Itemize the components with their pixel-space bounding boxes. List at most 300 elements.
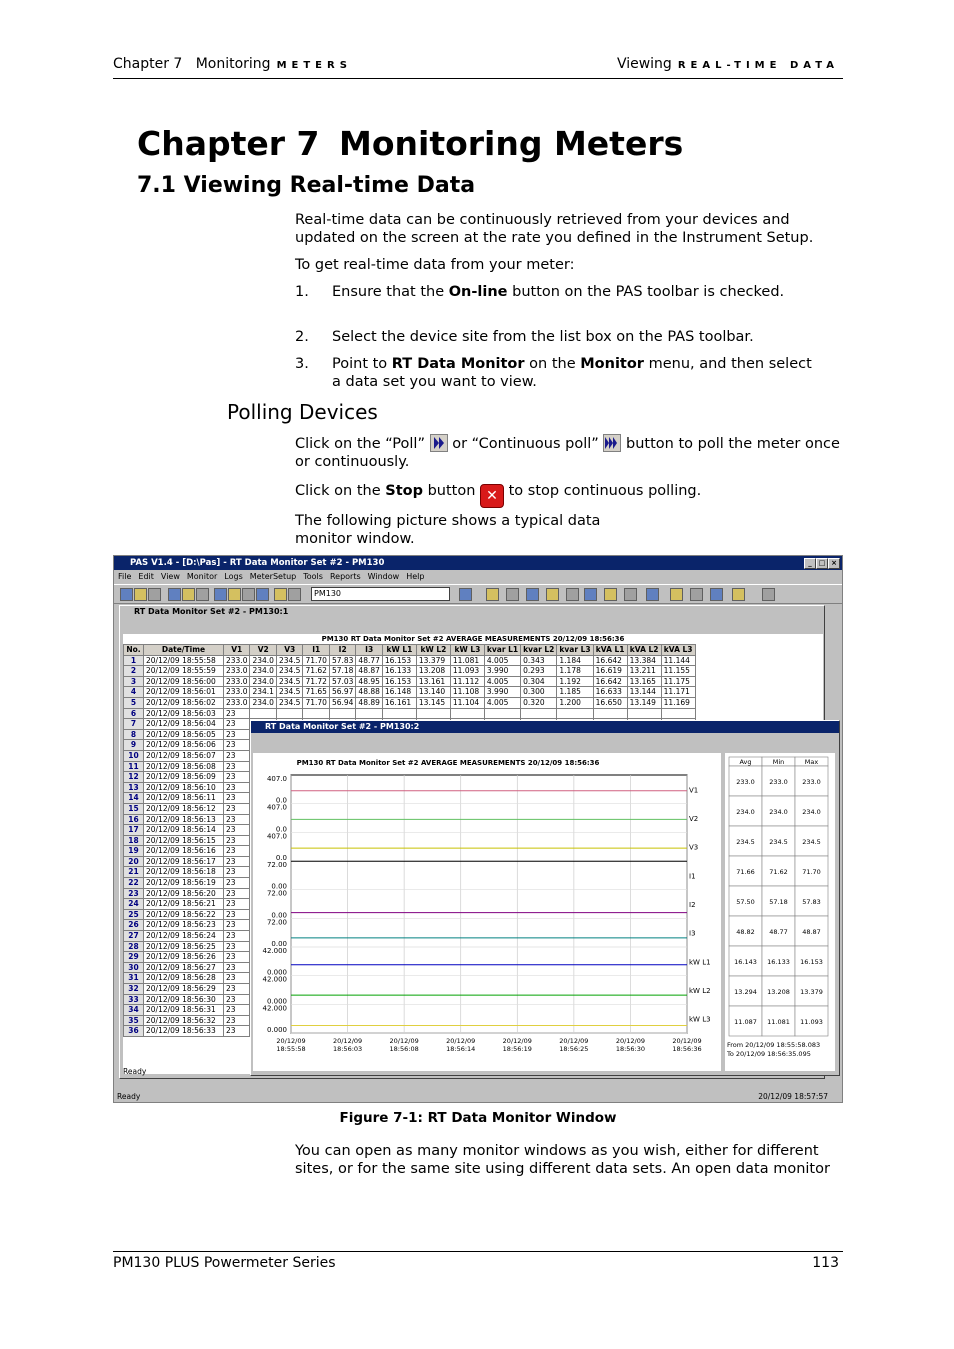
table-cell: 36 [124, 1026, 144, 1037]
band-top-label: 407.0 [266, 832, 287, 841]
table-cell: 20/12/09 18:56:03 [144, 708, 224, 719]
series-label: V2 [689, 815, 699, 823]
table-cell: 11 [124, 761, 144, 772]
table-cell: 19 [124, 846, 144, 857]
stop-paragraph: Click on the Stop button ✕ to stop continuous polling. [295, 482, 845, 508]
table-cell: 71.72 [303, 676, 329, 687]
table-title: PM130 RT Data Monitor Set #2 AVERAGE MEASUREMENTS 20/12/09 18:56:36 [123, 634, 823, 644]
table-cell: 3 [124, 676, 144, 687]
toolbar-icon[interactable] [732, 588, 745, 601]
table-cell: 11.155 [661, 666, 695, 677]
table-cell: 48.89 [356, 697, 382, 708]
menu-file[interactable]: File [118, 572, 132, 581]
table-cell: 2 [124, 666, 144, 677]
table-cell: 11.112 [450, 676, 484, 687]
band-top-label: 42.000 [262, 1004, 287, 1013]
column-header[interactable]: V1 [224, 645, 250, 656]
table-cell: 48.77 [356, 655, 382, 666]
band-top-label: 42.000 [262, 947, 287, 955]
column-header[interactable]: kVA L3 [661, 645, 695, 656]
band-bottom-label: 0.00 [271, 882, 287, 891]
stats-value: 13.208 [767, 988, 790, 996]
table-cell: 13 [124, 782, 144, 793]
table-cell: 35 [124, 1015, 144, 1026]
table-cell: 16.153 [382, 676, 416, 687]
range-from: From 20/12/09 18:55:58.083 [727, 1041, 821, 1049]
column-header[interactable]: kW L1 [382, 645, 416, 656]
toolbar-icon[interactable] [228, 588, 241, 601]
stats-value: 234.0 [802, 808, 821, 816]
table-cell: 20/12/09 18:56:30 [144, 994, 224, 1005]
toolbar-icon[interactable] [196, 588, 209, 601]
column-header[interactable]: I2 [329, 645, 355, 656]
band-bottom-label: 0.0 [275, 854, 287, 862]
table-cell: 233.0 [224, 687, 250, 698]
app-status-bar: Ready 20/12/09 18:57:57 [117, 1092, 828, 1101]
table-cell: 23 [224, 994, 250, 1005]
header-left: Chapter 7 Monitoring METERS [113, 56, 352, 72]
poll-icon [430, 434, 448, 452]
table-cell: 16.642 [593, 655, 627, 666]
table-cell: 1.200 [557, 697, 593, 708]
table-cell: 20/12/09 18:56:08 [144, 761, 224, 772]
table-cell: 57.03 [329, 676, 355, 687]
page-footer: PM130 PLUS Powermeter Series 113 [113, 1251, 843, 1271]
table-cell: 4.005 [484, 676, 520, 687]
table-cell: 16.650 [593, 697, 627, 708]
table-cell: 20/12/09 18:56:27 [144, 962, 224, 973]
poll-paragraph: Click on the “Poll” or “Continuous poll” button to poll the meter once or continuously. [295, 436, 840, 470]
stats-value: 11.093 [800, 1018, 823, 1026]
table-cell: 16.161 [382, 697, 416, 708]
table-cell: 13.208 [416, 666, 450, 677]
column-header[interactable]: kvar L1 [484, 645, 520, 656]
table-cell: 16.148 [382, 687, 416, 698]
table-cell: 10 [124, 750, 144, 761]
table-row[interactable] [124, 666, 696, 677]
table-cell: 15 [124, 803, 144, 814]
table-cell: 23 [224, 1005, 250, 1016]
menu-help[interactable]: Help [406, 572, 425, 581]
table-row[interactable] [124, 697, 696, 708]
table-cell: 23 [224, 835, 250, 846]
menu-window[interactable]: Window [367, 572, 400, 581]
table-cell: 13.161 [416, 676, 450, 687]
table-cell: 23 [224, 962, 250, 973]
after-paragraph: You can open as many monitor windows as you wish, either for different sites, or for the same site using different data sets. An open data monitor [295, 1143, 830, 1177]
table-row[interactable] [124, 687, 696, 698]
table-cell: 23 [224, 920, 250, 931]
stats-value: 13.379 [800, 988, 823, 996]
table-cell: 20/12/09 18:56:10 [144, 782, 224, 793]
table-cell: 11.175 [661, 676, 695, 687]
menu-metersetup[interactable]: MeterSetup [249, 572, 297, 581]
band-bottom-label: 0.0 [275, 796, 287, 805]
column-header[interactable]: No. [124, 645, 144, 656]
toolbar-icon[interactable] [148, 588, 161, 601]
table-cell: 23 [124, 888, 144, 899]
band-bottom-label: 0.00 [271, 940, 287, 948]
menu-view[interactable]: View [160, 572, 180, 581]
toolbar-icon[interactable] [120, 588, 133, 601]
table-cell: 16.642 [593, 676, 627, 687]
table-cell: 20/12/09 18:56:11 [144, 793, 224, 804]
column-header[interactable]: V2 [250, 645, 276, 656]
table-cell: 16.133 [382, 666, 416, 677]
series-label: V1 [689, 786, 699, 795]
table-cell: 3.990 [484, 687, 520, 698]
toolbar-icon[interactable] [566, 588, 579, 601]
stats-value: 16.153 [800, 958, 823, 966]
figure-caption: Figure 7-1: RT Data Monitor Window [339, 1110, 617, 1126]
table-cell: 20/12/09 18:56:16 [144, 846, 224, 857]
table-cell: 11.104 [450, 697, 484, 708]
band-bottom-label: 0.00 [271, 911, 287, 920]
series-label: I2 [689, 901, 696, 909]
toolbar-icon[interactable] [214, 588, 227, 601]
table-cell: 23 [224, 899, 250, 910]
table-cell: 234.5 [276, 687, 302, 698]
table-cell: 20/12/09 18:56:09 [144, 772, 224, 783]
table-cell: 28 [124, 941, 144, 952]
toolbar-icon[interactable] [670, 588, 683, 601]
table-cell: 13.140 [416, 687, 450, 698]
table-cell: 23 [224, 931, 250, 942]
table-cell: 27 [124, 931, 144, 942]
toolbar-icon[interactable] [604, 588, 617, 601]
stats-value: 16.133 [767, 958, 790, 966]
table-cell: 32 [124, 984, 144, 995]
table-cell: 11.171 [661, 687, 695, 698]
table-cell: 56.94 [329, 697, 355, 708]
x-tick-label: 18:55:58 [276, 1045, 306, 1053]
close-button[interactable]: × [828, 558, 840, 569]
column-header[interactable]: Date/Time [144, 645, 224, 656]
table-cell: 20/12/09 18:56:05 [144, 729, 224, 740]
table-cell: 25 [124, 909, 144, 920]
table-cell: 48.88 [356, 687, 382, 698]
polling-title: Polling Devices [227, 400, 378, 424]
table-cell: 23 [224, 941, 250, 952]
maximize-button[interactable]: □ [816, 558, 828, 569]
table-cell: 4 [124, 687, 144, 698]
table-cell: 233.0 [224, 697, 250, 708]
table-cell: 13.384 [627, 655, 661, 666]
column-header[interactable]: kVA L2 [627, 645, 661, 656]
plot-frame [291, 775, 687, 1033]
range-to: To 20/12/09 18:56:35.095 [727, 1050, 811, 1058]
table-cell: 20/12/09 18:56:24 [144, 931, 224, 942]
header-right: Viewing REAL-TIME DATA [616, 56, 839, 72]
menu-edit[interactable]: Edit [138, 572, 154, 581]
table-cell: 23 [224, 952, 250, 963]
table-cell: 20/12/09 18:56:29 [144, 984, 224, 995]
table-cell: 234.5 [276, 655, 302, 666]
stats-value: 13.294 [734, 988, 757, 996]
x-tick-label: 20/12/09 [332, 1037, 363, 1045]
table-cell: 23 [224, 793, 250, 804]
table-cell: 1.185 [557, 687, 593, 698]
table-cell: 23 [224, 750, 250, 761]
menu-logs[interactable]: Logs [224, 572, 243, 581]
table-cell: 233.0 [224, 655, 250, 666]
table-row[interactable] [124, 676, 696, 687]
toolbar-icon[interactable] [584, 588, 597, 601]
toolbar-icon[interactable] [134, 588, 147, 601]
table-cell: 7 [124, 719, 144, 730]
x-tick-label: 18:56:36 [672, 1045, 702, 1053]
section-title: 7.1 Viewing Real-time Data [137, 173, 476, 198]
table-cell: 23 [224, 1026, 250, 1037]
toolbar-icon[interactable] [526, 588, 539, 601]
toolbar-icon[interactable] [168, 588, 181, 601]
column-header[interactable]: kVA L1 [593, 645, 627, 656]
table-cell: 22 [124, 878, 144, 889]
table-cell: 234.0 [250, 666, 276, 677]
toolbar-icon[interactable] [624, 588, 637, 601]
table-cell: 23 [224, 719, 250, 730]
trend-chart [253, 753, 721, 1071]
series-label: I1 [689, 872, 696, 881]
stats-value: 233.0 [802, 778, 821, 786]
column-header[interactable]: V3 [276, 645, 302, 656]
table-cell: 5 [124, 697, 144, 708]
toolbar-icon[interactable] [690, 588, 703, 601]
stats-panel [725, 753, 835, 1071]
toolbar-icon[interactable] [459, 588, 472, 601]
table-cell: 4.005 [484, 655, 520, 666]
table-cell: 20/12/09 18:56:17 [144, 856, 224, 867]
table-cell: 23 [224, 909, 250, 920]
app-title-bar: PAS V1.4 - [D:\Pas] - RT Data Monitor Set #2 - PM130 _ □ × [114, 556, 842, 570]
table-cell: 9 [124, 740, 144, 751]
table-cell: 71.62 [303, 666, 329, 677]
table-cell: 11.108 [450, 687, 484, 698]
table-cell: 23 [224, 878, 250, 889]
menu-reports[interactable]: Reports [329, 572, 361, 581]
table-cell: 57.83 [329, 655, 355, 666]
table-cell: 20/12/09 18:56:18 [144, 867, 224, 878]
table-row[interactable] [124, 708, 696, 719]
steps-intro: To get real-time data from your meter: [295, 257, 575, 273]
table-cell: 23 [224, 803, 250, 814]
table-cell: 233.0 [224, 676, 250, 687]
table-cell: 3.990 [484, 666, 520, 677]
table-cell: 21 [124, 867, 144, 878]
intro-paragraph: Real-time data can be continuously retrieved from your devices and updated on the screen at the rate you defined in the Instrument Setup. [295, 212, 814, 246]
toolbar-icon[interactable] [256, 588, 269, 601]
table-cell: 20/12/09 18:56:07 [144, 750, 224, 761]
table-cell: 233.0 [224, 666, 250, 677]
table-cell: 234.5 [276, 676, 302, 687]
x-tick-label: 20/12/09 [672, 1037, 702, 1045]
table-cell: 20/12/09 18:56:25 [144, 941, 224, 952]
stats-value: 57.50 [736, 898, 755, 906]
table-cell: 234.0 [250, 655, 276, 666]
table-cell: 56.97 [329, 687, 355, 698]
toolbar-icon[interactable] [710, 588, 723, 601]
table-cell: 23 [224, 740, 250, 751]
stats-value: 234.5 [736, 838, 755, 846]
table-cell: 20/12/09 18:56:15 [144, 835, 224, 846]
column-header[interactable]: kW L3 [450, 645, 484, 656]
table-cell: 0.320 [521, 697, 557, 708]
band-top-label: 42.000 [262, 975, 287, 984]
table-cell: 57.18 [329, 666, 355, 677]
table-cell: 20/12/09 18:56:21 [144, 899, 224, 910]
series-label: V3 [689, 843, 699, 852]
table-cell: 0.293 [521, 666, 557, 677]
table-cell: 23 [224, 729, 250, 740]
table-cell: 34 [124, 1005, 144, 1016]
x-tick-label: 18:56:14 [446, 1045, 476, 1053]
minimize-button[interactable]: _ [804, 558, 816, 569]
stats-value: 48.77 [769, 928, 788, 936]
stats-table [725, 753, 835, 1071]
series-label: kW L2 [689, 987, 711, 995]
table-cell: 33 [124, 994, 144, 1005]
table-cell: 0.304 [521, 676, 557, 687]
table-cell: 20/12/09 18:56:04 [144, 719, 224, 730]
plot-area [253, 753, 721, 1071]
table-cell: 71.65 [303, 687, 329, 698]
stats-value: 234.0 [769, 808, 788, 816]
inner-status: Ready [123, 1067, 147, 1076]
menu-tools[interactable]: Tools [303, 572, 323, 581]
chapter-title: Chapter 7 Monitoring Meters [137, 124, 684, 163]
table-window-title: RT Data Monitor Set #2 - PM130:1 [134, 607, 289, 616]
table-cell: 1.184 [557, 655, 593, 666]
table-cell: 11.081 [450, 655, 484, 666]
x-tick-label: 18:56:30 [615, 1045, 646, 1053]
table-cell: 23 [224, 867, 250, 878]
toolbar-icon[interactable] [288, 588, 301, 601]
table-cell: 48.87 [356, 666, 382, 677]
stats-value: 71.62 [769, 868, 788, 876]
table-cell: 24 [124, 899, 144, 910]
table-cell: 29 [124, 952, 144, 963]
site-combo[interactable]: PM130 [311, 587, 450, 601]
table-cell: 20/12/09 18:56:28 [144, 973, 224, 984]
toolbar-icon[interactable] [646, 588, 659, 601]
toolbar-icon[interactable] [242, 588, 255, 601]
stats-value: 234.5 [769, 838, 788, 846]
table-cell: 11.144 [661, 655, 695, 666]
table-cell: 18 [124, 835, 144, 846]
table-row[interactable] [124, 655, 696, 666]
table-cell: 20/12/09 18:56:12 [144, 803, 224, 814]
table-cell: 23 [224, 825, 250, 836]
table-cell: 6 [124, 708, 144, 719]
table-cell: 4.005 [484, 697, 520, 708]
table-cell: 20/12/09 18:56:33 [144, 1026, 224, 1037]
table-cell: 23 [224, 973, 250, 984]
toolbar-icon[interactable] [762, 588, 775, 601]
table-cell: 23 [224, 772, 250, 783]
table-cell: 71.70 [303, 655, 329, 666]
toolbar-icon[interactable] [506, 588, 519, 601]
table-cell: 1.192 [557, 676, 593, 687]
table-cell: 16 [124, 814, 144, 825]
menu-monitor[interactable]: Monitor [186, 572, 218, 581]
table-cell: 16.633 [593, 687, 627, 698]
table-cell: 20/12/09 18:56:00 [144, 676, 224, 687]
table-cell: 12 [124, 772, 144, 783]
table-cell: 20/12/09 18:56:14 [144, 825, 224, 836]
table-cell: 234.1 [250, 687, 276, 698]
toolbar-icon[interactable] [486, 588, 499, 601]
table-cell: 13.165 [627, 676, 661, 687]
table-cell: 23 [224, 761, 250, 772]
table-cell: 30 [124, 962, 144, 973]
toolbar-icon[interactable] [274, 588, 287, 601]
series-label: kW L1 [689, 958, 711, 967]
table-cell: 20/12/09 18:56:01 [144, 687, 224, 698]
stats-value: 71.70 [802, 868, 821, 876]
band-top-label: 72.00 [266, 889, 287, 898]
table-cell: 23 [224, 1015, 250, 1026]
table-cell: 1 [124, 655, 144, 666]
x-tick-label: 18:56:08 [389, 1045, 419, 1053]
table-cell: 20/12/09 18:56:06 [144, 740, 224, 751]
table-cell: 23 [224, 888, 250, 899]
column-header[interactable]: I1 [303, 645, 329, 656]
toolbar-icon[interactable] [182, 588, 195, 601]
x-tick-label: 20/12/09 [502, 1037, 532, 1045]
stats-header: Max [804, 758, 819, 766]
page-header [113, 56, 843, 79]
stats-value: 233.0 [769, 778, 788, 786]
toolbar-icon[interactable] [546, 588, 559, 601]
table-cell: 20/12/09 18:56:31 [144, 1005, 224, 1016]
table-cell: 13.379 [416, 655, 450, 666]
stats-header: Avg [739, 758, 752, 766]
column-header[interactable]: kvar L3 [557, 645, 593, 656]
table-cell: 20/12/09 18:56:20 [144, 888, 224, 899]
table-cell: 20 [124, 856, 144, 867]
table-cell: 13.211 [627, 666, 661, 677]
table-cell: 17 [124, 825, 144, 836]
table-cell: 234.5 [276, 697, 302, 708]
stats-value: 233.0 [736, 778, 755, 786]
stop-icon: ✕ [480, 484, 504, 508]
table-cell: 20/12/09 18:56:19 [144, 878, 224, 889]
band-top-label: 407.0 [266, 803, 287, 812]
table-cell: 234.0 [250, 697, 276, 708]
table-cell: 23 [224, 984, 250, 995]
table-cell: 23 [224, 708, 250, 719]
stats-value: 71.66 [736, 868, 755, 876]
table-cell: 71.70 [303, 697, 329, 708]
table-cell: 234.0 [250, 676, 276, 687]
chart-title: PM130 RT Data Monitor Set #2 AVERAGE MEASUREMENTS 20/12/09 18:56:36 [296, 759, 600, 767]
stats-value: 48.82 [736, 928, 755, 936]
table-cell: 16.619 [593, 666, 627, 677]
table-cell: 20/12/09 18:56:23 [144, 920, 224, 931]
stats-value: 48.87 [802, 928, 821, 936]
column-header[interactable]: kvar L2 [521, 645, 557, 656]
column-header[interactable]: kW L2 [416, 645, 450, 656]
menu-bar [114, 570, 842, 583]
table-cell: 11.093 [450, 666, 484, 677]
table-cell: 26 [124, 920, 144, 931]
stats-value: 57.83 [802, 898, 821, 906]
table-cell: 8 [124, 729, 144, 740]
stats-value: 16.143 [734, 958, 757, 966]
column-header[interactable]: I3 [356, 645, 382, 656]
table-cell: 20/12/09 18:56:13 [144, 814, 224, 825]
chart-window-title: RT Data Monitor Set #2 - PM130:2 [251, 721, 839, 733]
